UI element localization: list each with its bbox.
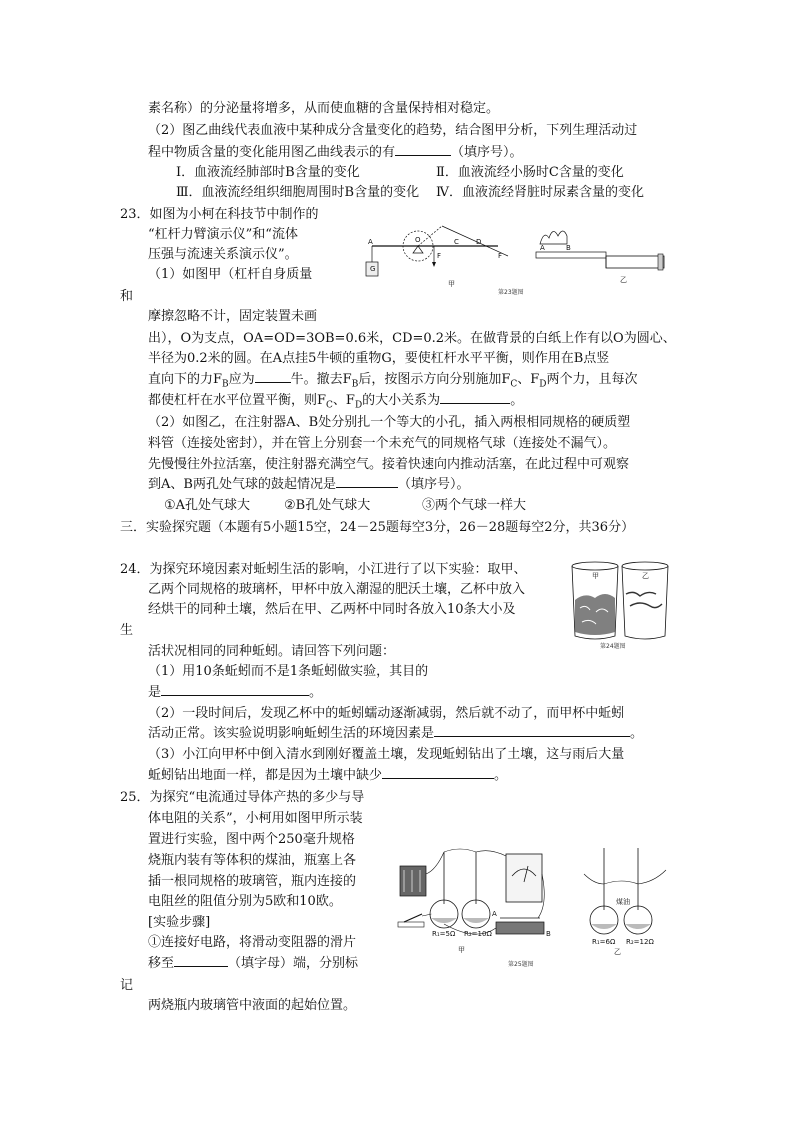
q22-line-1: 素名称）的分泌量将增多，从而使血糖的含量保持相对稳定。 (148, 101, 500, 116)
q25-line-3: 置进行实验，图中两个250毫升规格 (148, 832, 355, 847)
q23-line-12: 料管（连接处密封），并在管上分别套一个未充气的同规格气球（连接处不漏气）。 (148, 436, 617, 451)
q24-purpose-blank[interactable] (161, 683, 309, 696)
q23-figure (358, 212, 670, 298)
q25-fig-r3-label: R₁=6Ω (592, 938, 616, 946)
q25-line-10: 记 (120, 978, 134, 993)
q24-line-8: （2）一段时间后，发现乙杯中的蚯蚓蠕动逐渐减弱，然后就不动了，而甲杯中蚯蚓 (148, 706, 625, 721)
svg-text:C: C (454, 238, 459, 246)
q25-line-5: 插一根同规格的玻璃管，瓶内连接的 (148, 874, 357, 889)
q23-line-3: 压强与流速关系演示仪”。 (148, 247, 298, 262)
q24-line-9: 活动正常。该实验说明影响蚯蚓生活的环境因素是 。 (148, 726, 644, 741)
q25-fig-b-label: B (546, 930, 551, 938)
q25-fig-yi-label: 乙 (614, 948, 621, 956)
q25-fig-caption: 第25题图 (508, 961, 534, 968)
q23-line-4: （1）如图甲（杠杆自身质量 (148, 267, 313, 282)
q23-fig-yi-label: 乙 (620, 276, 627, 284)
q23-option-2: ②B孔处气球大 (284, 498, 371, 513)
q23-line-6: 摩擦忽略不计，固定装置未画 (148, 309, 318, 324)
q25-fig-r4-label: R₂=12Ω (626, 938, 654, 946)
q25-fig-a-label: A (492, 910, 497, 918)
q22-line-2: （2）图乙曲线代表血液中某种成分含量变化的趋势，结合图甲分析，下列生理活动过 (148, 123, 638, 138)
svg-text:F: F (437, 252, 442, 260)
q25-fig-jia-label: 甲 (458, 946, 465, 954)
q23-line-1: 23．如图为小柯在科技节中制作的 (120, 207, 319, 222)
q22-option-2: Ⅱ．血液流经小肠时C含量的变化 (436, 165, 624, 180)
q25-line-4: 烧瓶内装有等体积的煤油，瓶塞上各 (148, 853, 357, 868)
q24-line-3: 经烘干的同种土壤，然后在甲、乙两杯中同时各放入10条大小及 (148, 602, 516, 617)
q23-line-11: （2）如图乙，在注射器A、B处分别扎一个等大的小孔，插入两根相同规格的硬质塑 (148, 415, 631, 430)
q23-line-9: 直向下的力$F_B$应为 牛。撤去$F_B$后，按图示方向分别施加$F_C$、$F_D$两个力，且每次 (148, 372, 638, 390)
q23-balloon-blank[interactable] (336, 475, 398, 488)
q25-fig-r2-label: R₂=10Ω (464, 930, 492, 938)
q23-fig-caption: 第23题图 (498, 289, 524, 296)
q23-fc-fd-blank[interactable] (440, 391, 510, 404)
q24-factor-blank[interactable] (434, 724, 630, 737)
q23-option-3: ③两个气球一样大 (422, 498, 527, 513)
q24-fig-caption: 第24题图 (600, 643, 626, 650)
q25-slider-end-blank[interactable] (174, 954, 228, 967)
section-3-heading: 三．实验探究题（本题有5小题15空，24－25题每空3分，26－28题每空2分，共36分） (120, 520, 635, 535)
q25-line-2: 体电阻的关系”，小柯用如图甲所示装 (148, 811, 363, 826)
q22-answer-blank[interactable] (395, 143, 451, 156)
q22-line-3: 程中物质含量的变化能用图乙曲线表示的有 （填序号）。 (148, 145, 523, 160)
q25-fig-r1-label: R₁=5Ω (432, 930, 456, 938)
q22-option-4: Ⅳ．血液流经肾脏时尿素含量的变化 (436, 185, 644, 200)
q23-fb-blank[interactable] (255, 370, 291, 383)
q24-lack-blank[interactable] (382, 766, 494, 779)
q25-line-8: ①连接好电路，将滑动变阻器的滑片 (148, 935, 357, 950)
q24-line-6: （1）用10条蚯蚓而不是1条蚯蚓做实验，其目的 (148, 664, 429, 679)
q25-line-1: 25．为探究“电流通过导体产热的多少与导 (120, 790, 365, 805)
q24-line-2: 乙两个同规格的玻璃杯，甲杯中放入潮湿的肥沃土壤，乙杯中放入 (148, 582, 526, 597)
svg-text:A: A (540, 244, 545, 252)
svg-text:B: B (566, 244, 571, 252)
q25-fig-oil-label: 煤油 (616, 898, 630, 906)
q22-option-3: Ⅲ．血液流经组织细胞周围时B含量的变化 (176, 185, 420, 200)
svg-text:A: A (368, 238, 373, 246)
q23-option-1: ①A孔处气球大 (164, 498, 251, 513)
q24-line-11: 蚯蚓钻出地面一样，都是因为土壤中缺少 。 (148, 768, 508, 783)
q24-line-1: 24．为探究环境因素对蚯蚓生活的影响，小江进行了以下实验：取甲、 (120, 562, 527, 577)
q24-line-4: 生 (120, 623, 134, 638)
svg-text:O: O (415, 236, 421, 244)
q25-line-7: [实验步骤] (148, 915, 211, 930)
q23-line-8: 半径为0.2米的圆。在A点挂5牛顿的重物G，要使杠杆水平平衡，则作用在B点竖 (148, 351, 610, 366)
q23-line-10: 都使杠杆在水平位置平衡，则$F_C$、$F_D$的大小关系为 。 (148, 393, 524, 411)
q22-option-1: Ⅰ．血液流经肺部时B含量的变化 (176, 165, 360, 180)
q25-line-6: 电阻丝的阻值分别为5欧和10欧。 (148, 894, 342, 909)
q23-line-5: 和 (120, 289, 134, 304)
q23-line-13: 先慢慢往外拉活塞，使注射器充满空气。接着快速向内推动活塞，在此过程中可观察 (148, 457, 630, 472)
q24-fig-jia-label: 甲 (592, 572, 599, 580)
q23-fig-jia-label: 甲 (448, 280, 455, 288)
q24-line-7: 是 。 (148, 685, 323, 700)
svg-text:G: G (370, 265, 376, 273)
svg-text:D: D (476, 238, 482, 246)
q23-line-14: 到A、B两孔处气球的鼓起情况是 （填序号）。 (148, 477, 470, 492)
q25-line-9: 移至 （填字母）端，分别标 (148, 956, 359, 971)
q24-line-10: （3）小江向甲杯中倒入清水到刚好覆盖土壤，发现蚯蚓钻出了土壤，这与雨后大量 (148, 747, 625, 762)
q24-line-5: 活状况相同的同种蚯蚓。请回答下列问题： (148, 644, 396, 659)
q23-line-7: 出），O为支点，OA=OD=3OB=0.6米，CD=0.2米。在做背景的白纸上作有以O为圆心、 (148, 331, 676, 346)
q23-line-2: “杠杆力臂演示仪”和“流体 (148, 227, 298, 242)
q25-figure (388, 844, 674, 970)
svg-text:F: F (498, 252, 503, 260)
q25-line-11: 两烧瓶内玻璃管中液面的起始位置。 (148, 998, 357, 1013)
q24-fig-yi-label: 乙 (642, 572, 649, 580)
q24-figure (568, 560, 674, 652)
